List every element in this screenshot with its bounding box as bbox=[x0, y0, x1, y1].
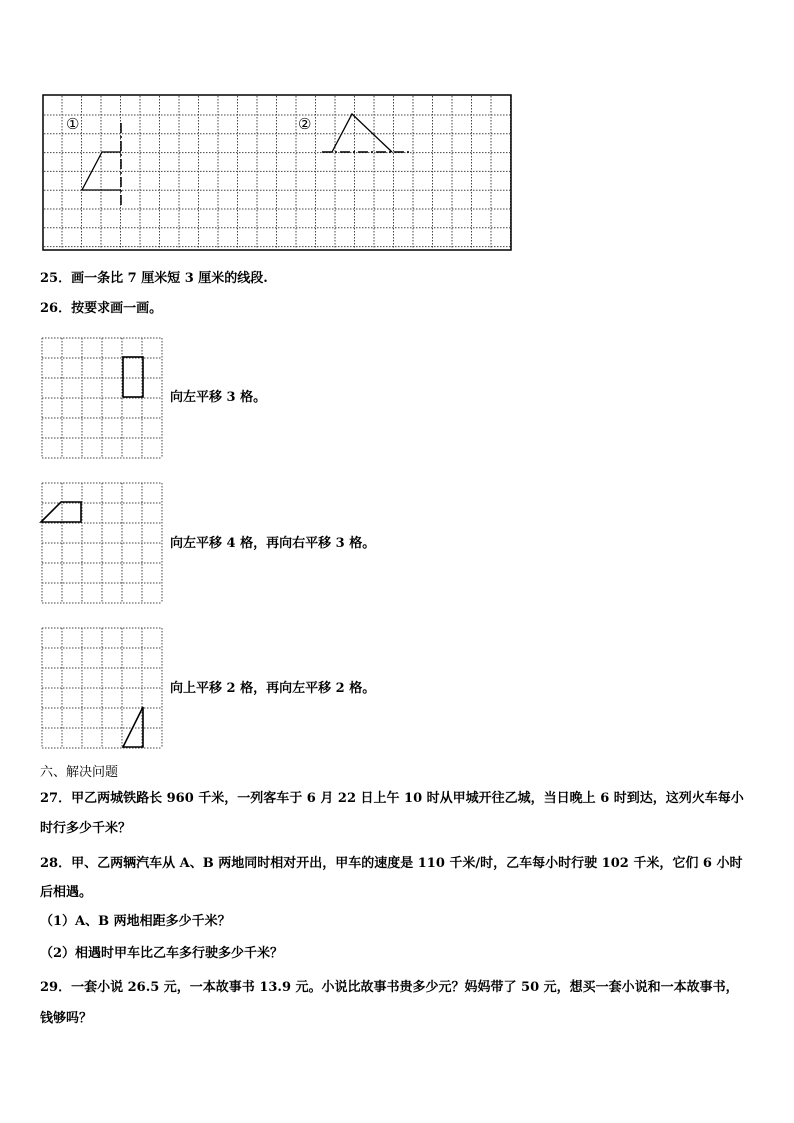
question-25: 25．画一条比 7 厘米短 3 厘米的线段. bbox=[40, 271, 268, 286]
grid1-caption: 向左平移 3 格。 bbox=[170, 390, 267, 405]
trapezoid-shape bbox=[41, 502, 81, 522]
question-28-sub2: （2）相遇时甲车比乙车多行驶多少千米？ bbox=[40, 946, 284, 961]
figure-label-2: ② bbox=[298, 115, 312, 133]
question-28-line1: 28．甲、乙两辆汽车从 A、B 两地同时相对开出，甲车的速度是 110 千米/时，乙车每小时行驶 102 千米，它们 6 小时 bbox=[40, 856, 743, 871]
question-28-sub1: （1）A、B 两地相距多少千米？ bbox=[40, 914, 231, 929]
grid2-caption: 向左平移 4 格，再向右平移 3 格。 bbox=[170, 536, 376, 551]
rectangle-shape bbox=[123, 357, 143, 397]
translation-grid-3 bbox=[41, 627, 165, 751]
question-27-line2: 时行多少千米？ bbox=[40, 821, 132, 836]
translation-grid-1 bbox=[41, 337, 165, 461]
question-29-line1: 29．一套小说 26.5 元，一本故事书 13.9 元。小说比故事书贵多少元？妈妈带了 50 元，想买一套小说和一本故事书， bbox=[40, 980, 739, 995]
question-29-line2: 钱够吗？ bbox=[40, 1011, 93, 1026]
section-heading: 六、解决问题 bbox=[40, 765, 119, 780]
right-triangle-shape bbox=[123, 707, 143, 747]
symmetry-grid-svg bbox=[42, 94, 512, 251]
figure-label-1: ① bbox=[66, 115, 80, 133]
symmetry-figure bbox=[42, 94, 512, 251]
triangle-shape bbox=[332, 114, 392, 152]
grid3-caption: 向上平移 2 格，再向左平移 2 格。 bbox=[170, 681, 376, 696]
question-28-line2: 后相遇。 bbox=[40, 885, 93, 900]
question-27-line1: 27．甲乙两城铁路长 960 千米，一列客车于 6 月 22 日上午 10 时从甲城开往乙城，当日晚上 6 时到达，这列火车每小 bbox=[40, 791, 744, 806]
translation-grid-2 bbox=[41, 482, 165, 606]
question-26: 26．按要求画一画。 bbox=[40, 301, 163, 316]
